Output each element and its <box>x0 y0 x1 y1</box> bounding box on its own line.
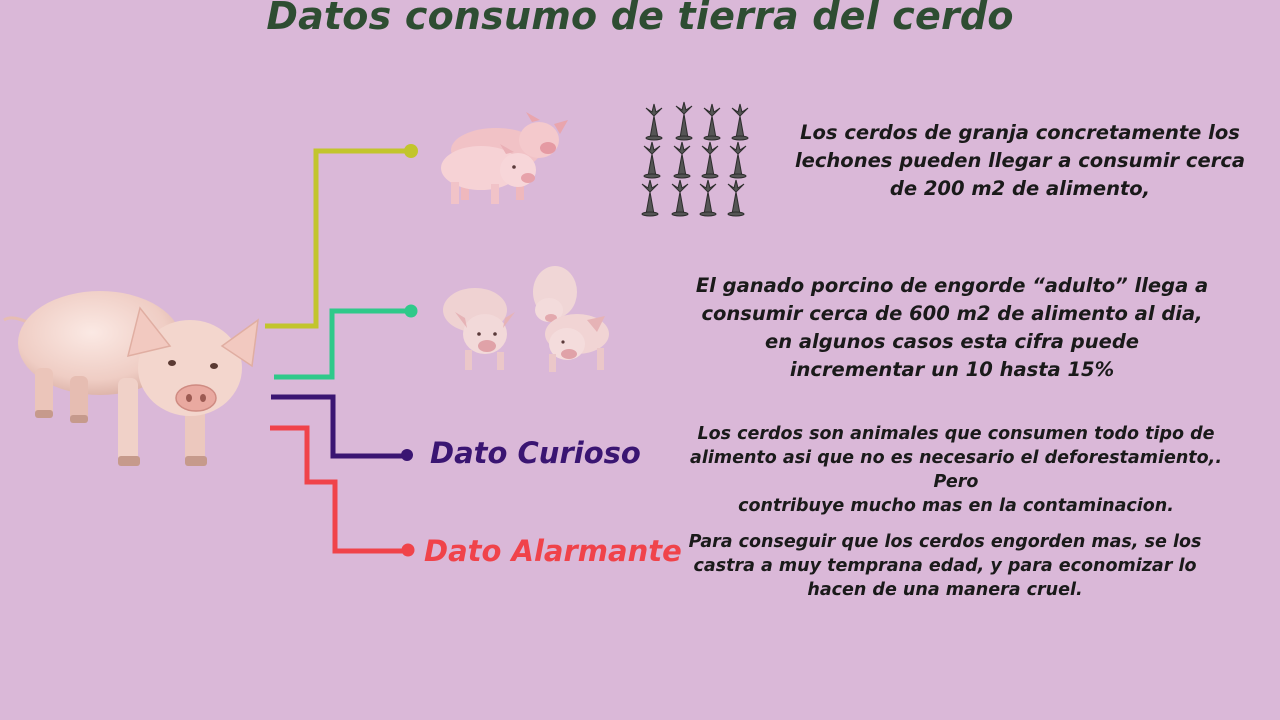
fact-adult-pigs <box>682 272 1222 384</box>
fact-alarming-line: hacen de una manera cruel. <box>807 580 1083 600</box>
curious-fact-label: Dato Curioso <box>430 436 641 470</box>
fact-curious <box>676 422 1236 518</box>
fact-alarming <box>680 530 1210 602</box>
piglets-pair-image <box>436 110 574 208</box>
branch-yellow <box>265 144 418 326</box>
branch-green <box>274 305 418 378</box>
main-pig-image <box>0 268 270 478</box>
page-title: Datos consumo de tierra del cerdo <box>266 0 1014 38</box>
fact-adult-pigs-line: incrementar un 10 hasta 15% <box>789 358 1115 381</box>
fact-adult-pigs-line: consumir cerca de 600 m2 de alimento al dia, <box>701 302 1203 325</box>
alarming-fact-label: Dato Alarmante <box>424 534 682 568</box>
fact-curious-line: alimento asi que no es necesario el deforestamiento,. Pero <box>690 448 1222 492</box>
fact-piglets-line: lechones pueden llegar a consumir cerca <box>794 149 1246 172</box>
piglets-group-image <box>437 262 619 376</box>
fact-alarming-line: castra a muy temprana edad, y para economizar lo <box>693 556 1197 576</box>
fact-curious-line: contribuye mucho mas en la contaminacion. <box>738 496 1174 516</box>
fact-adult-pigs-line: El ganado porcino de engorde “adulto” llega a <box>695 274 1209 297</box>
branch-red <box>270 428 415 557</box>
fact-curious-line: Los cerdos son animales que consumen todo tipo de <box>697 424 1215 444</box>
fact-alarming-line: Para conseguir que los cerdos engorden mas, se los <box>688 532 1202 552</box>
fact-adult-pigs-line: en algunos casos esta cifra puede <box>764 330 1139 353</box>
wheat-bundles-icon <box>632 100 756 220</box>
fact-piglets-line: Los cerdos de granja concretamente los <box>800 121 1240 144</box>
fact-piglets-line: de 200 m2 de alimento, <box>889 177 1151 200</box>
fact-piglets <box>770 119 1270 203</box>
